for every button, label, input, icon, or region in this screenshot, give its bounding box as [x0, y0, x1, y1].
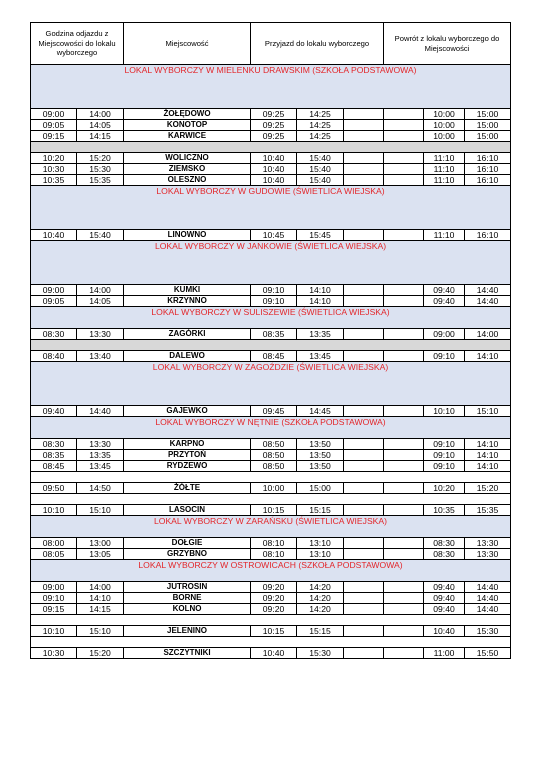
return-time-2: 15:50: [465, 648, 511, 659]
section-spacer: [31, 428, 511, 439]
arrival-time-1: 08:50: [251, 439, 297, 450]
return-time-2: 14:40: [465, 296, 511, 307]
arrival-time-2: 14:25: [297, 109, 344, 120]
arrival-time-1: 08:10: [251, 538, 297, 549]
blank-separator-row: [31, 494, 511, 505]
table-row: [31, 164, 511, 175]
table-row: [31, 593, 511, 604]
header-return: Powrót z lokalu wyborczego do Miejscowości: [384, 23, 511, 65]
departure-time-2: 14:00: [77, 109, 124, 120]
place-name: KARPNO: [124, 439, 251, 450]
return-time-1: 09:40: [424, 582, 465, 593]
place-name: ZIEMSKO: [124, 164, 251, 175]
departure-time-1: 10:40: [31, 230, 77, 241]
table-row: [31, 538, 511, 549]
departure-time-1: 09:10: [31, 593, 77, 604]
section-spacer: [31, 571, 511, 582]
return-time-2: 14:10: [465, 461, 511, 472]
arrival-time-2: 14:20: [297, 593, 344, 604]
spacer-cell: [344, 505, 384, 516]
departure-time-2: 15:20: [77, 648, 124, 659]
table-row: [31, 406, 511, 417]
departure-time-1: 09:05: [31, 296, 77, 307]
table-row: [31, 230, 511, 241]
arrival-time-1: 09:20: [251, 604, 297, 615]
arrival-time-2: 13:45: [297, 351, 344, 362]
departure-time-1: 09:15: [31, 604, 77, 615]
departure-time-2: 14:00: [77, 582, 124, 593]
place-name: RYDZEWO: [124, 461, 251, 472]
return-time-2: 14:00: [465, 329, 511, 340]
spacer-cell: [384, 648, 424, 659]
polling-station-title: LOKAL WYBORCZY W OSTROWICACH (SZKOŁA PODSTAWOWA): [31, 560, 511, 571]
spacer-cell: [344, 483, 384, 494]
return-time-1: 11:00: [424, 648, 465, 659]
section-spacer: [31, 373, 511, 406]
departure-time-2: 14:10: [77, 593, 124, 604]
return-time-1: 09:40: [424, 604, 465, 615]
table-row: [31, 296, 511, 307]
return-time-2: 15:35: [465, 505, 511, 516]
place-name: DOŁGIE: [124, 538, 251, 549]
polling-station-title: LOKAL WYBORCZY W SULISZEWIE (ŚWIETLICA WIEJSKA): [31, 307, 511, 318]
departure-time-2: 15:30: [77, 164, 124, 175]
arrival-time-2: 14:45: [297, 406, 344, 417]
departure-time-1: 08:30: [31, 439, 77, 450]
departure-time-1: 08:30: [31, 329, 77, 340]
return-time-1: 09:10: [424, 351, 465, 362]
separator-cell: [31, 472, 511, 483]
place-name: GRZYBNO: [124, 549, 251, 560]
separator-cell: [31, 494, 511, 505]
arrival-time-2: 14:25: [297, 120, 344, 131]
spacer-cell: [344, 626, 384, 637]
return-time-1: 10:10: [424, 406, 465, 417]
return-time-2: 13:30: [465, 538, 511, 549]
departure-time-1: 10:30: [31, 164, 77, 175]
return-time-2: 16:10: [465, 153, 511, 164]
header-place: Miejscowość: [124, 23, 251, 65]
spacer-cell: [344, 439, 384, 450]
table-row: [31, 483, 511, 494]
departure-time-2: 13:45: [77, 461, 124, 472]
header-arrival: Przyjazd do lokalu wyborczego: [251, 23, 384, 65]
table-row: [31, 285, 511, 296]
arrival-time-2: 13:50: [297, 450, 344, 461]
separator-cell: [31, 142, 511, 153]
arrival-time-1: 08:45: [251, 351, 297, 362]
arrival-time-1: 10:15: [251, 505, 297, 516]
table-row: [31, 626, 511, 637]
departure-time-1: 09:40: [31, 406, 77, 417]
polling-station-row: [31, 560, 511, 571]
spacer-cell: [384, 604, 424, 615]
spacer-cell: [384, 351, 424, 362]
return-time-2: 14:10: [465, 439, 511, 450]
spacer-cell: [344, 549, 384, 560]
departure-time-2: 13:05: [77, 549, 124, 560]
table-row: [31, 131, 511, 142]
return-time-1: 09:10: [424, 450, 465, 461]
section-spacer: [31, 527, 511, 538]
departure-time-1: 09:00: [31, 285, 77, 296]
return-time-2: 15:20: [465, 483, 511, 494]
spacer-cell: [344, 604, 384, 615]
section-spacer-cell: [31, 252, 511, 285]
spacer-cell: [344, 593, 384, 604]
spacer-cell: [344, 153, 384, 164]
arrival-time-2: 13:35: [297, 329, 344, 340]
arrival-time-1: 09:25: [251, 109, 297, 120]
return-time-2: 15:00: [465, 120, 511, 131]
return-time-1: 09:00: [424, 329, 465, 340]
arrival-time-1: 09:25: [251, 131, 297, 142]
table-row: [31, 439, 511, 450]
header-departure: Godzina odjazdu z Miejscowości do lokalu wyborczego: [31, 23, 124, 65]
return-time-1: 10:00: [424, 109, 465, 120]
arrival-time-1: 10:45: [251, 230, 297, 241]
section-spacer-cell: [31, 373, 511, 406]
return-time-2: 16:10: [465, 230, 511, 241]
return-time-2: 15:00: [465, 131, 511, 142]
bus-schedule-table: [30, 22, 511, 659]
blank-separator-row: [31, 615, 511, 626]
spacer-cell: [344, 351, 384, 362]
arrival-time-2: 14:10: [297, 285, 344, 296]
departure-time-2: 14:40: [77, 406, 124, 417]
arrival-time-2: 13:10: [297, 538, 344, 549]
place-name: ŻOŁĘDOWO: [124, 109, 251, 120]
return-time-1: 10:00: [424, 120, 465, 131]
section-spacer: [31, 318, 511, 329]
departure-time-2: 15:10: [77, 626, 124, 637]
place-name: KRZYNNO: [124, 296, 251, 307]
arrival-time-1: 10:00: [251, 483, 297, 494]
spacer-cell: [344, 296, 384, 307]
arrival-time-2: 14:10: [297, 296, 344, 307]
arrival-time-1: 08:50: [251, 461, 297, 472]
return-time-1: 09:40: [424, 593, 465, 604]
return-time-2: 16:10: [465, 175, 511, 186]
arrival-time-1: 10:40: [251, 175, 297, 186]
departure-time-1: 09:15: [31, 131, 77, 142]
table-row: [31, 461, 511, 472]
return-time-2: 16:10: [465, 164, 511, 175]
section-spacer-cell: [31, 527, 511, 538]
arrival-time-2: 15:15: [297, 505, 344, 516]
spacer-cell: [384, 483, 424, 494]
table-row: [31, 648, 511, 659]
table-row: [31, 582, 511, 593]
table-row: [31, 120, 511, 131]
departure-time-1: 08:45: [31, 461, 77, 472]
arrival-time-1: 08:10: [251, 549, 297, 560]
arrival-time-2: 14:25: [297, 131, 344, 142]
departure-time-1: 08:40: [31, 351, 77, 362]
section-spacer-cell: [31, 76, 511, 109]
return-time-1: 09:40: [424, 296, 465, 307]
header-row: [31, 23, 511, 65]
polling-station-row: [31, 516, 511, 527]
polling-station-row: [31, 417, 511, 428]
spacer-cell: [344, 285, 384, 296]
arrival-time-1: 10:40: [251, 648, 297, 659]
spacer-cell: [384, 164, 424, 175]
arrival-time-1: 09:10: [251, 296, 297, 307]
departure-time-1: 08:00: [31, 538, 77, 549]
return-time-1: 11:10: [424, 153, 465, 164]
spacer-cell: [344, 406, 384, 417]
gray-separator-row: [31, 340, 511, 351]
place-name: LASOCIN: [124, 505, 251, 516]
place-name: ŻÓŁTE: [124, 483, 251, 494]
departure-time-2: 14:15: [77, 131, 124, 142]
section-spacer: [31, 252, 511, 285]
arrival-time-1: 10:40: [251, 164, 297, 175]
departure-time-2: 14:05: [77, 120, 124, 131]
place-name: ZAGÓRKI: [124, 329, 251, 340]
section-spacer: [31, 197, 511, 230]
place-name: OLESZNO: [124, 175, 251, 186]
spacer-cell: [384, 582, 424, 593]
separator-cell: [31, 637, 511, 648]
spacer-cell: [384, 450, 424, 461]
polling-station-title: LOKAL WYBORCZY W NĘTNIE (SZKOŁA PODSTAWOWA): [31, 417, 511, 428]
departure-time-2: 15:20: [77, 153, 124, 164]
place-name: DALEWO: [124, 351, 251, 362]
blank-separator-row: [31, 472, 511, 483]
departure-time-1: 10:35: [31, 175, 77, 186]
table-row: [31, 505, 511, 516]
departure-time-2: 13:30: [77, 439, 124, 450]
arrival-time-1: 09:45: [251, 406, 297, 417]
return-time-2: 15:10: [465, 406, 511, 417]
return-time-1: 11:10: [424, 230, 465, 241]
spacer-cell: [384, 538, 424, 549]
arrival-time-1: 09:20: [251, 582, 297, 593]
place-name: KOLNO: [124, 604, 251, 615]
table-row: [31, 175, 511, 186]
return-time-1: 08:30: [424, 549, 465, 560]
spacer-cell: [344, 175, 384, 186]
arrival-time-1: 10:15: [251, 626, 297, 637]
departure-time-1: 10:30: [31, 648, 77, 659]
spacer-cell: [384, 131, 424, 142]
spacer-cell: [384, 439, 424, 450]
departure-time-2: 14:05: [77, 296, 124, 307]
arrival-time-2: 14:20: [297, 582, 344, 593]
spacer-cell: [344, 120, 384, 131]
return-time-2: 14:10: [465, 351, 511, 362]
spacer-cell: [344, 450, 384, 461]
spacer-cell: [344, 230, 384, 241]
arrival-time-2: 15:40: [297, 153, 344, 164]
departure-time-1: 10:10: [31, 505, 77, 516]
arrival-time-1: 08:50: [251, 450, 297, 461]
arrival-time-1: 08:35: [251, 329, 297, 340]
departure-time-1: 08:05: [31, 549, 77, 560]
spacer-cell: [384, 175, 424, 186]
section-spacer-cell: [31, 318, 511, 329]
departure-time-1: 09:00: [31, 582, 77, 593]
table-row: [31, 604, 511, 615]
return-time-1: 10:00: [424, 131, 465, 142]
place-name: JELENINO: [124, 626, 251, 637]
place-name: KONOTOP: [124, 120, 251, 131]
spacer-cell: [384, 296, 424, 307]
polling-station-row: [31, 362, 511, 373]
spacer-cell: [384, 461, 424, 472]
return-time-1: 09:10: [424, 461, 465, 472]
arrival-time-1: 09:10: [251, 285, 297, 296]
arrival-time-2: 13:50: [297, 461, 344, 472]
polling-station-title: LOKAL WYBORCZY W JANKOWIE (ŚWIETLICA WIEJSKA): [31, 241, 511, 252]
departure-time-1: 10:20: [31, 153, 77, 164]
spacer-cell: [384, 230, 424, 241]
spacer-cell: [384, 549, 424, 560]
section-spacer-cell: [31, 197, 511, 230]
polling-station-title: LOKAL WYBORCZY W ZAGOŹDZIE (ŚWIETLICA WIEJSKA): [31, 362, 511, 373]
return-time-2: 15:00: [465, 109, 511, 120]
table-row: [31, 109, 511, 120]
departure-time-2: 14:00: [77, 285, 124, 296]
table-row: [31, 329, 511, 340]
return-time-2: 13:30: [465, 549, 511, 560]
spacer-cell: [384, 626, 424, 637]
section-spacer: [31, 76, 511, 109]
arrival-time-2: 15:40: [297, 164, 344, 175]
return-time-2: 14:40: [465, 604, 511, 615]
polling-station-row: [31, 307, 511, 318]
section-spacer-cell: [31, 428, 511, 439]
return-time-1: 10:40: [424, 626, 465, 637]
return-time-2: 15:30: [465, 626, 511, 637]
spacer-cell: [384, 593, 424, 604]
polling-station-title: LOKAL WYBORCZY W GUDOWIE (ŚWIETLICA WIEJSKA): [31, 186, 511, 197]
departure-time-1: 09:50: [31, 483, 77, 494]
return-time-1: 11:10: [424, 175, 465, 186]
section-spacer-cell: [31, 571, 511, 582]
place-name: PRZYTOŃ: [124, 450, 251, 461]
place-name: LINOWNO: [124, 230, 251, 241]
spacer-cell: [344, 538, 384, 549]
place-name: KUMKI: [124, 285, 251, 296]
departure-time-2: 14:50: [77, 483, 124, 494]
spacer-cell: [344, 164, 384, 175]
polling-station-row: [31, 186, 511, 197]
departure-time-2: 15:10: [77, 505, 124, 516]
departure-time-1: 08:35: [31, 450, 77, 461]
return-time-1: 10:35: [424, 505, 465, 516]
polling-station-row: [31, 65, 511, 76]
departure-time-1: 09:05: [31, 120, 77, 131]
table-row: [31, 153, 511, 164]
arrival-time-2: 15:45: [297, 230, 344, 241]
return-time-2: 14:40: [465, 285, 511, 296]
departure-time-2: 13:30: [77, 329, 124, 340]
spacer-cell: [344, 582, 384, 593]
spacer-cell: [384, 109, 424, 120]
arrival-time-1: 09:20: [251, 593, 297, 604]
place-name: SZCZYTNIKI: [124, 648, 251, 659]
place-name: BORNE: [124, 593, 251, 604]
spacer-cell: [344, 109, 384, 120]
arrival-time-2: 15:15: [297, 626, 344, 637]
table-row: [31, 351, 511, 362]
departure-time-2: 13:35: [77, 450, 124, 461]
spacer-cell: [384, 329, 424, 340]
arrival-time-2: 15:40: [297, 175, 344, 186]
polling-station-row: [31, 241, 511, 252]
spacer-cell: [384, 406, 424, 417]
spacer-cell: [384, 285, 424, 296]
separator-cell: [31, 340, 511, 351]
departure-time-2: 13:40: [77, 351, 124, 362]
departure-time-2: 14:15: [77, 604, 124, 615]
place-name: JUTROSIN: [124, 582, 251, 593]
departure-time-1: 10:10: [31, 626, 77, 637]
return-time-2: 14:10: [465, 450, 511, 461]
return-time-1: 08:30: [424, 538, 465, 549]
departure-time-1: 09:00: [31, 109, 77, 120]
arrival-time-2: 15:30: [297, 648, 344, 659]
blank-separator-row: [31, 637, 511, 648]
return-time-1: 09:40: [424, 285, 465, 296]
spacer-cell: [344, 461, 384, 472]
arrival-time-2: 14:20: [297, 604, 344, 615]
arrival-time-1: 09:25: [251, 120, 297, 131]
gray-separator-row: [31, 142, 511, 153]
polling-station-title: LOKAL WYBORCZY W ZARAŃSKU (ŚWIETLICA WIEJSKA): [31, 516, 511, 527]
return-time-1: 09:10: [424, 439, 465, 450]
arrival-time-1: 10:40: [251, 153, 297, 164]
table-row: [31, 549, 511, 560]
place-name: WOLICZNO: [124, 153, 251, 164]
spacer-cell: [384, 505, 424, 516]
return-time-1: 10:20: [424, 483, 465, 494]
arrival-time-2: 15:00: [297, 483, 344, 494]
departure-time-2: 15:35: [77, 175, 124, 186]
spacer-cell: [384, 153, 424, 164]
arrival-time-2: 13:10: [297, 549, 344, 560]
separator-cell: [31, 615, 511, 626]
return-time-2: 14:40: [465, 593, 511, 604]
arrival-time-2: 13:50: [297, 439, 344, 450]
return-time-1: 11:10: [424, 164, 465, 175]
table-row: [31, 450, 511, 461]
spacer-cell: [344, 131, 384, 142]
polling-station-title: LOKAL WYBORCZY W MIELENKU DRAWSKIM (SZKOŁA PODSTAWOWA): [31, 65, 511, 76]
place-name: GAJEWKO: [124, 406, 251, 417]
return-time-2: 14:40: [465, 582, 511, 593]
departure-time-2: 13:00: [77, 538, 124, 549]
spacer-cell: [344, 648, 384, 659]
spacer-cell: [344, 329, 384, 340]
departure-time-2: 15:40: [77, 230, 124, 241]
spacer-cell: [384, 120, 424, 131]
place-name: KARWICE: [124, 131, 251, 142]
